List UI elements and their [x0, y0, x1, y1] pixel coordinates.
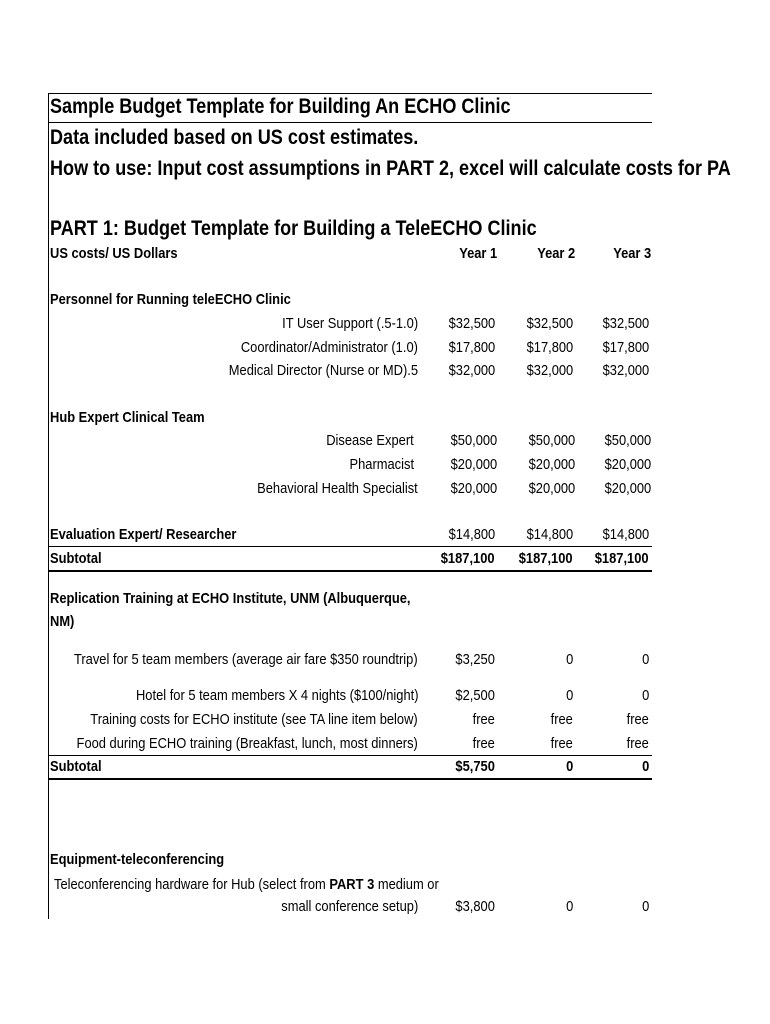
hub-row-y2: $20,000: [528, 480, 575, 497]
hub-row-y3: $20,000: [604, 480, 651, 497]
personnel-row-y3: $32,000: [602, 362, 649, 379]
evaluation-y1: $14,800: [448, 526, 495, 543]
replication-heading-line1: Replication Training at ECHO Institute, UNM (Albuquerque,: [50, 590, 411, 607]
replication-row-y1: free: [472, 711, 495, 728]
hub-heading: Hub Expert Clinical Team: [50, 409, 205, 426]
subtotal2-y2: 0: [565, 758, 573, 775]
personnel-row-label: Coordinator/Administrator (1.0): [240, 339, 418, 356]
personnel-row-label: Medical Director (Nurse or MD).5: [228, 362, 418, 379]
equipment-row-label-line1: [54, 876, 439, 893]
subtotal2-y3: 0: [641, 758, 649, 775]
year1-header: Year 1: [458, 245, 497, 262]
hub-row-y1: $50,000: [450, 432, 497, 449]
subtotal1-y2: $187,100: [519, 550, 573, 567]
replication-row-label: Hotel for 5 team members X 4 nights ($100/night): [135, 687, 418, 704]
personnel-row-y3: $17,800: [602, 339, 649, 356]
hub-row-y3: $50,000: [604, 432, 651, 449]
subtotal1-label: Subtotal: [50, 550, 102, 567]
year3-header: Year 3: [612, 245, 651, 262]
hub-row-y1: $20,000: [450, 456, 497, 473]
hub-row-y3: $20,000: [604, 456, 651, 473]
how-to-clip: [48, 0, 731, 1024]
personnel-row-label: IT User Support (.5-1.0): [282, 315, 418, 332]
replication-row-y3: free: [626, 711, 649, 728]
replication-row-label: Travel for 5 team members (average air fare $350 roundtrip): [74, 651, 418, 668]
replication-row-y1: free: [472, 735, 495, 752]
equipment-heading: Equipment-teleconferencing: [50, 851, 225, 868]
replication-row-y3: 0: [641, 651, 649, 668]
hub-row-label: Disease Expert: [326, 432, 414, 449]
personnel-heading: Personnel for Running teleECHO Clinic: [50, 291, 291, 308]
replication-row-y1: $2,500: [455, 687, 495, 704]
replication-row-y2: free: [550, 735, 573, 752]
year2-header: Year 2: [536, 245, 575, 262]
sheet-title: Sample Budget Template for Building An ECHO Clinic: [50, 95, 511, 118]
replication-row-y3: free: [626, 735, 649, 752]
replication-row-label: Training costs for ECHO institute (see TA line item below): [90, 711, 418, 728]
subtotal1-y1: $187,100: [441, 550, 495, 567]
personnel-row-y1: $32,500: [448, 315, 495, 332]
hub-row-y2: $50,000: [528, 432, 575, 449]
replication-heading-line2: NM): [50, 613, 75, 630]
personnel-row-y2: $32,500: [526, 315, 573, 332]
evaluation-y3: $14,800: [602, 526, 649, 543]
replication-row-y3: 0: [641, 687, 649, 704]
equipment-label-pre: Teleconferencing hardware for Hub (select from: [54, 876, 330, 893]
equipment-label-post: medium or: [374, 876, 439, 893]
hub-row-label: Pharmacist: [349, 456, 414, 473]
personnel-row-y1: $17,800: [448, 339, 495, 356]
replication-row-y2: 0: [565, 651, 573, 668]
subtotal2-y1: $5,750: [455, 758, 495, 775]
personnel-row-y1: $32,000: [448, 362, 495, 379]
replication-row-y2: 0: [565, 687, 573, 704]
equipment-row-label-line2: small conference setup): [281, 898, 418, 915]
personnel-row-y2: $17,800: [526, 339, 573, 356]
equipment-row-y3: 0: [641, 898, 649, 915]
replication-row-y1: $3,250: [455, 651, 495, 668]
equipment-label-part3: PART 3: [329, 876, 375, 893]
how-to-text: How to use: Input cost assumptions in PART 2, excel will calculate costs for PA: [50, 157, 731, 180]
evaluation-label: Evaluation Expert/ Researcher: [50, 526, 237, 543]
personnel-row-y2: $32,000: [526, 362, 573, 379]
equipment-row-y2: 0: [565, 898, 573, 915]
replication-row-label: Food during ECHO training (Breakfast, lunch, most dinners): [76, 735, 418, 752]
evaluation-y2: $14,800: [526, 526, 573, 543]
data-note: Data included based on US cost estimates.: [50, 126, 419, 149]
equipment-row-y1: $3,800: [455, 898, 495, 915]
part1-title: PART 1: Budget Template for Building a TeleECHO Clinic: [50, 217, 537, 240]
hub-row-y1: $20,000: [450, 480, 497, 497]
subtotal1-y3: $187,100: [595, 550, 649, 567]
replication-row-y2: free: [550, 711, 573, 728]
hub-row-y2: $20,000: [528, 456, 575, 473]
subtotal2-label: Subtotal: [50, 758, 102, 775]
personnel-row-y3: $32,500: [602, 315, 649, 332]
hub-row-label: Behavioral Health Specialist: [257, 480, 418, 497]
currency-label: US costs/ US Dollars: [50, 245, 178, 262]
